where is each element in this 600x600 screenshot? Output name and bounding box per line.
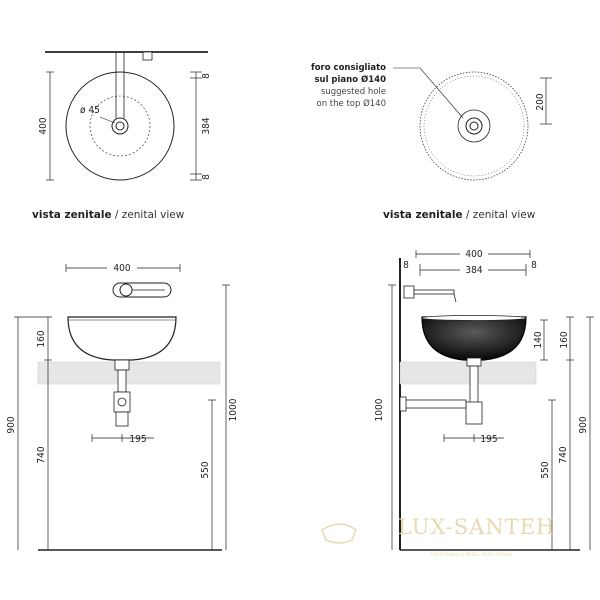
dim-900-right: 900: [578, 416, 589, 434]
dim-550: 550: [200, 461, 211, 479]
note-hole-en-1: suggested hole: [320, 87, 386, 97]
dim-8-bottom: 8: [201, 174, 212, 180]
dim-550-right: 550: [540, 461, 551, 479]
dim-160-right: 160: [559, 331, 570, 349]
dim-400-horizontal: 400: [113, 263, 131, 274]
dim-384-horizontal: 384: [465, 265, 483, 276]
dim-195: 195: [129, 434, 147, 445]
caption-zenital-view-right: vista zenitale / zenital view: [383, 209, 536, 221]
dim-195-right: 195: [480, 434, 498, 445]
note-hole-it-2: sul piano Ø140: [314, 75, 386, 85]
dim-8-right: 8: [531, 260, 537, 271]
dim-200-vertical: 200: [535, 93, 546, 111]
watermark-text: LUX-SANTEH: [398, 515, 556, 539]
dim-384-vertical: 384: [201, 117, 212, 135]
dim-hole-diameter: ø 45: [80, 105, 100, 116]
note-hole-en-2: on the top Ø140: [316, 99, 386, 109]
bottom-left-front-view: [6, 262, 239, 550]
bottom-right-side-view: [374, 248, 594, 550]
dim-160: 160: [36, 330, 47, 348]
dim-1000: 1000: [228, 398, 239, 422]
dim-1000-right: 1000: [374, 398, 385, 422]
dim-400-vertical: 400: [38, 117, 49, 135]
dim-740: 740: [36, 446, 47, 464]
top-left-plan-view: [32, 52, 212, 221]
top-right-plan-view: [311, 63, 552, 221]
dim-740-right: 740: [558, 446, 569, 464]
dim-400-horizontal-right: 400: [465, 249, 483, 260]
dim-900: 900: [6, 416, 17, 434]
dim-8-left: 8: [403, 260, 409, 271]
watermark: [322, 515, 555, 558]
note-hole-it-1: foro consigliato: [311, 63, 386, 73]
caption-zenital-view-left: vista zenitale / zenital view: [32, 209, 185, 221]
watermark-subtext: SANTEHNIKA & MEBEL DLYA VANNOI: [430, 553, 512, 558]
dim-140: 140: [533, 331, 544, 349]
dim-8-top: 8: [201, 73, 212, 79]
